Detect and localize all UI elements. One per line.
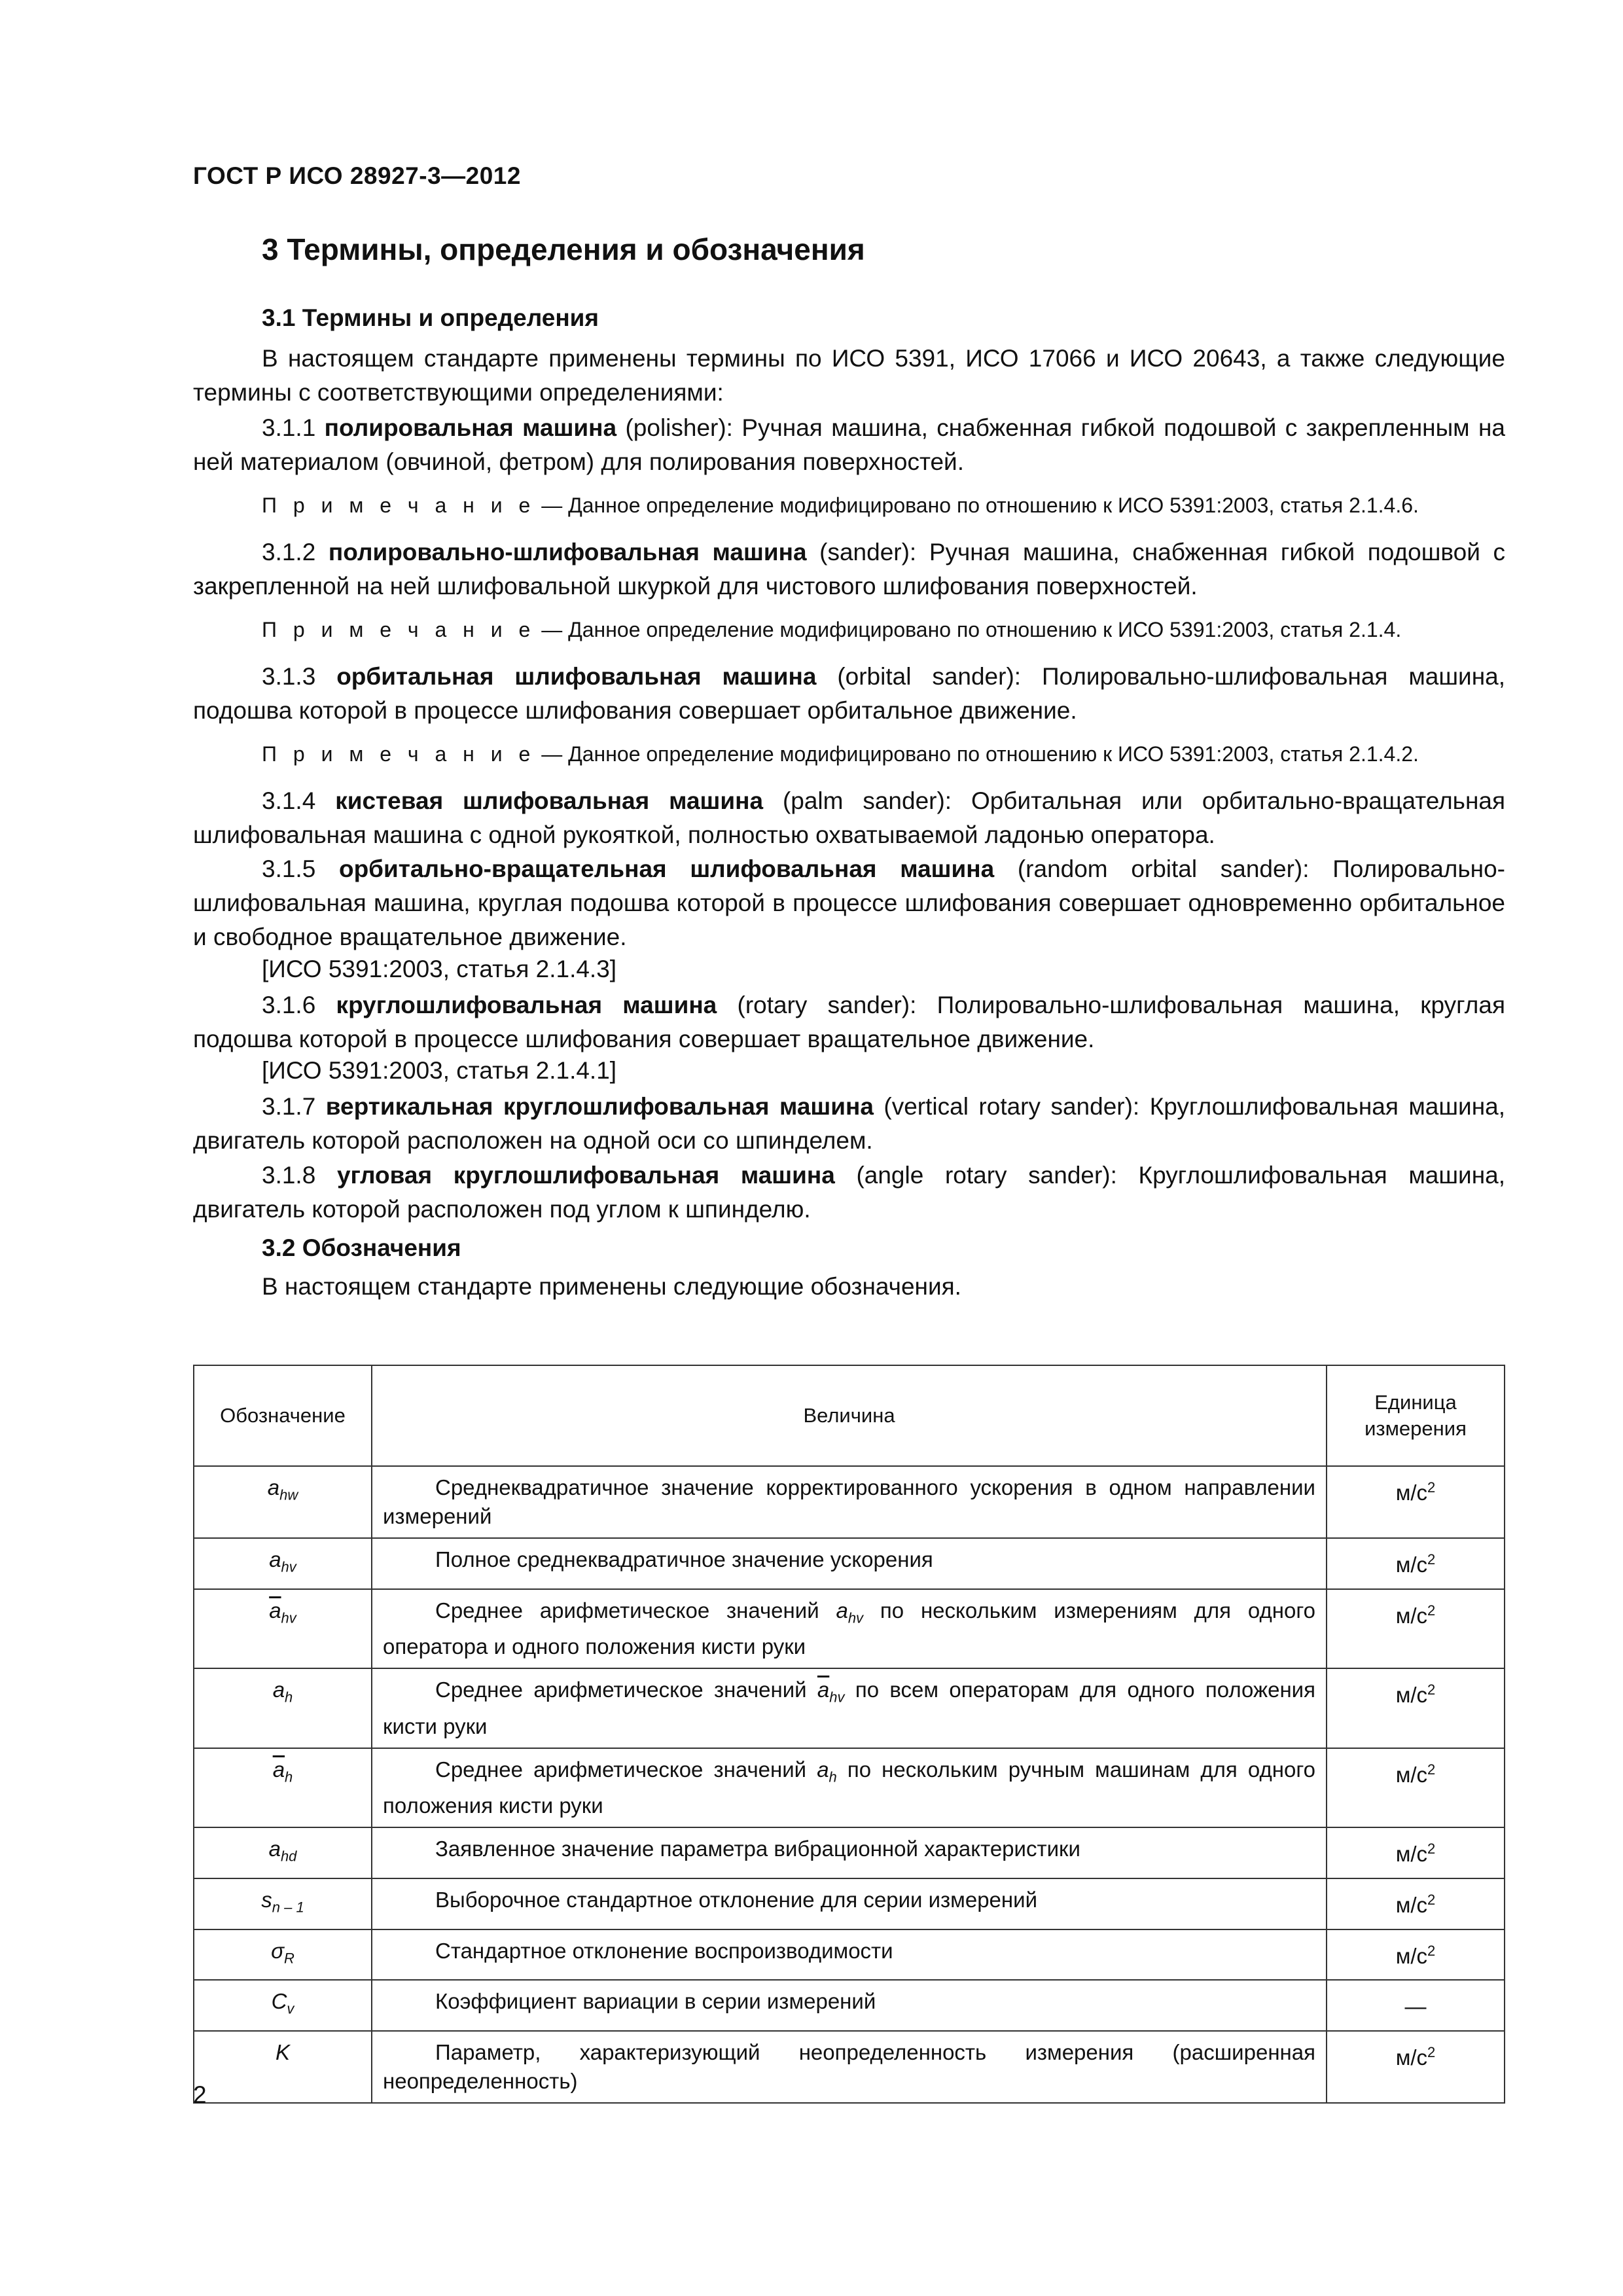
symbol-subscript: R — [284, 1950, 294, 1967]
table-row — [194, 1827, 1505, 1878]
symbol-letter: a — [268, 1837, 281, 1861]
term-paragraph: 3.1.7 вертикальная круглошлифовальная машина (vertical rotary sander): Круглошлифовальная машина, двигатель которой расположен на одной оси со шпинделем. — [193, 1093, 1506, 1154]
table-row — [194, 2031, 1505, 2103]
column-header-unit: Единица измерения — [1327, 1365, 1505, 1466]
symbol-cell — [194, 1980, 372, 2031]
symbol-subscript: h — [285, 1689, 293, 1706]
subsection-title-terms: 3.1 Термины и определения — [262, 304, 599, 331]
note: П р и м е ч а н и е — Данное определение модифицировано по отношению к ИСО 5391:2003, статья 2.1.4.2. — [262, 742, 1419, 766]
unit-cell: — — [1327, 1980, 1505, 2031]
column-header-quantity: Величина — [372, 1365, 1327, 1466]
document-header: ГОСТ Р ИСО 28927-3—2012 — [193, 162, 521, 189]
quantity-cell: Среднее арифметическое значений $\overline{a}_{hv}$ по всем операторам для одного положения кисти руки — [372, 1668, 1327, 1748]
subsection-title-symbols: 3.2 Обозначения — [262, 1234, 461, 1261]
symbol-subscript: hv — [281, 1558, 296, 1575]
quantity-cell: Полное среднеквадратичное значение ускорения — [372, 1538, 1327, 1589]
symbol-letter: σ — [271, 1938, 284, 1963]
term-paragraph: 3.1.3 орбитальная шлифовальная машина (orbital sander): Полировально-шлифовальная машина, подошва которой в процессе шлифования совершает орбитальное движение. — [193, 663, 1505, 724]
quantity-cell: Выборочное стандартное отклонение для серии измерений — [372, 1878, 1327, 1929]
source-reference: [ИСО 5391:2003, статья 2.1.4.3] — [262, 956, 617, 982]
quantity-cell: Среднеквадратичное значение корректированного ускорения в одном направлении измерений — [372, 1466, 1327, 1538]
symbol-subscript: v — [287, 2000, 294, 2017]
quantity-cell: Заявленное значение параметра вибрационной характеристики — [372, 1827, 1327, 1878]
term-name: полировальная машина — [324, 414, 617, 441]
symbol-cell — [194, 1748, 372, 1828]
symbol-subscript: hd — [280, 1848, 297, 1865]
term-name: вертикальная круглошлифовальная машина — [325, 1093, 874, 1120]
symbol-cell — [194, 1538, 372, 1589]
term-name: кистевая шлифовальная машина — [335, 787, 764, 814]
symbol-letter: a — [269, 1547, 281, 1571]
symbol-cell — [194, 2031, 372, 2103]
unit-cell: $м/с^2$ — [1327, 1748, 1505, 1828]
note: П р и м е ч а н и е — Данное определение модифицировано по отношению к ИСО 5391:2003, статья 2.1.4.6. — [262, 493, 1419, 517]
unit-cell: $м/с^2$ — [1327, 1827, 1505, 1878]
quantity-cell: Среднее арифметическое значений $a_h$ по нескольким ручным машинам для одного положения кисти руки — [372, 1748, 1327, 1828]
note: П р и м е ч а н и е — Данное определение модифицировано по отношению к ИСО 5391:2003, статья 2.1.4. — [262, 618, 1402, 641]
symbol-cell — [194, 1466, 372, 1538]
symbol-subscript: h — [285, 1768, 293, 1785]
symbol-cell — [194, 1668, 372, 1748]
quantity-cell: Параметр, характеризующий неопределенность измерения (расширенная неопределенность) — [372, 2031, 1327, 2103]
symbol-letter: $\overline{a}$ — [269, 1598, 281, 1623]
symbol-letter: K — [275, 2039, 290, 2064]
table-row — [194, 1538, 1505, 1589]
symbol-cell — [194, 1827, 372, 1878]
table-row — [194, 1929, 1505, 1981]
term-paragraph: 3.1.1 полировальная машина (polisher): Ручная машина, снабженная гибкой подошвой с закрепленным на ней материалом (овчиной, фетром) для полирования поверхностей. — [193, 414, 1505, 475]
unit-cell: $м/с^2$ — [1327, 1466, 1505, 1538]
term-paragraph: 3.1.4 кистевая шлифовальная машина (palm sander): Орбитальная или орбитально-вращательная шлифовальная машина с одной рукояткой, полностью охватываемой ладонью оператора. — [193, 787, 1505, 848]
unit-cell: $м/с^2$ — [1327, 2031, 1505, 2103]
table-row — [194, 1466, 1505, 1538]
unit-cell: $м/с^2$ — [1327, 1589, 1505, 1669]
term-paragraph: 3.1.5 орбитально-вращательная шлифовальная машина (random orbital sander): Полировально-шлифовальная машина, круглая подошва которой в процессе шлифования совершает одновременно орбитальное и свободное вращательное движение. — [193, 855, 1505, 950]
term-name: полировально-шлифовальная машина — [328, 539, 807, 565]
term-paragraph: 3.1.2 полировально-шлифовальная машина (sander): Ручная машина, снабженная гибкой подошвой с закрепленной на ней шлифовальной шкуркой для чистового шлифования поверхностей. — [193, 539, 1506, 600]
symbol-letter: C — [271, 1989, 287, 2014]
table-row — [194, 1668, 1505, 1748]
symbol-subscript: hw — [279, 1486, 298, 1503]
table-header-row — [194, 1365, 1505, 1466]
symbol-letter: a — [267, 1475, 280, 1499]
table-row — [194, 1589, 1505, 1669]
unit-cell: $м/с^2$ — [1327, 1929, 1505, 1981]
quantity-cell: Стандартное отклонение воспроизводимости — [372, 1929, 1327, 1981]
table-row — [194, 1748, 1505, 1828]
term-paragraph: 3.1.8 угловая круглошлифовальная машина (angle rotary sander): Круглошлифовальная машина, двигатель которой расположен под углом к шпинделю. — [193, 1162, 1506, 1223]
quantity-cell: Коэффициент вариации в серии измерений — [372, 1980, 1327, 2031]
symbols-table — [193, 1365, 1505, 2104]
source-reference: [ИСО 5391:2003, статья 2.1.4.1] — [262, 1057, 617, 1084]
unit-cell: $м/с^2$ — [1327, 1878, 1505, 1929]
symbol-cell — [194, 1929, 372, 1981]
term-name: орбитально-вращательная шлифовальная машина — [338, 855, 995, 882]
column-header-symbol: Обозначение — [194, 1365, 372, 1466]
page-number: 2 — [193, 2081, 207, 2108]
intro-paragraph: В настоящем стандарте применены термины по ИСО 5391, ИСО 17066 и ИСО 20643, а также следующие термины с соответствующими определениями: — [193, 345, 1505, 406]
unit-cell: $м/с^2$ — [1327, 1538, 1505, 1589]
quantity-cell: Среднее арифметическое значений $a_{hv}$ по нескольким измерениям для одного оператора и одного положения кисти руки — [372, 1589, 1327, 1669]
table-row — [194, 1878, 1505, 1929]
symbol-cell — [194, 1589, 372, 1669]
term-name: круглошлифовальная машина — [336, 992, 717, 1018]
table-row — [194, 1980, 1505, 2031]
symbol-letter: s — [261, 1887, 272, 1912]
symbol-subscript: hv — [281, 1609, 296, 1626]
section-title: 3 Термины, определения и обозначения — [262, 232, 865, 266]
symbol-cell — [194, 1878, 372, 1929]
symbol-letter: a — [272, 1677, 285, 1702]
term-name: угловая круглошлифовальная машина — [336, 1162, 835, 1189]
unit-cell: $м/с^2$ — [1327, 1668, 1505, 1748]
symbol-letter: $\overline{a}$ — [272, 1757, 285, 1782]
symbols-intro: В настоящем стандарте применены следующие обозначения. — [262, 1273, 961, 1300]
term-paragraph: 3.1.6 круглошлифовальная машина (rotary sander): Полировально-шлифовальная машина, круглая подошва которой в процессе шлифования совершает вращательное движение. — [193, 992, 1505, 1052]
term-name: орбитальная шлифовальная машина — [336, 663, 817, 690]
symbol-subscript: n – 1 — [272, 1899, 304, 1916]
